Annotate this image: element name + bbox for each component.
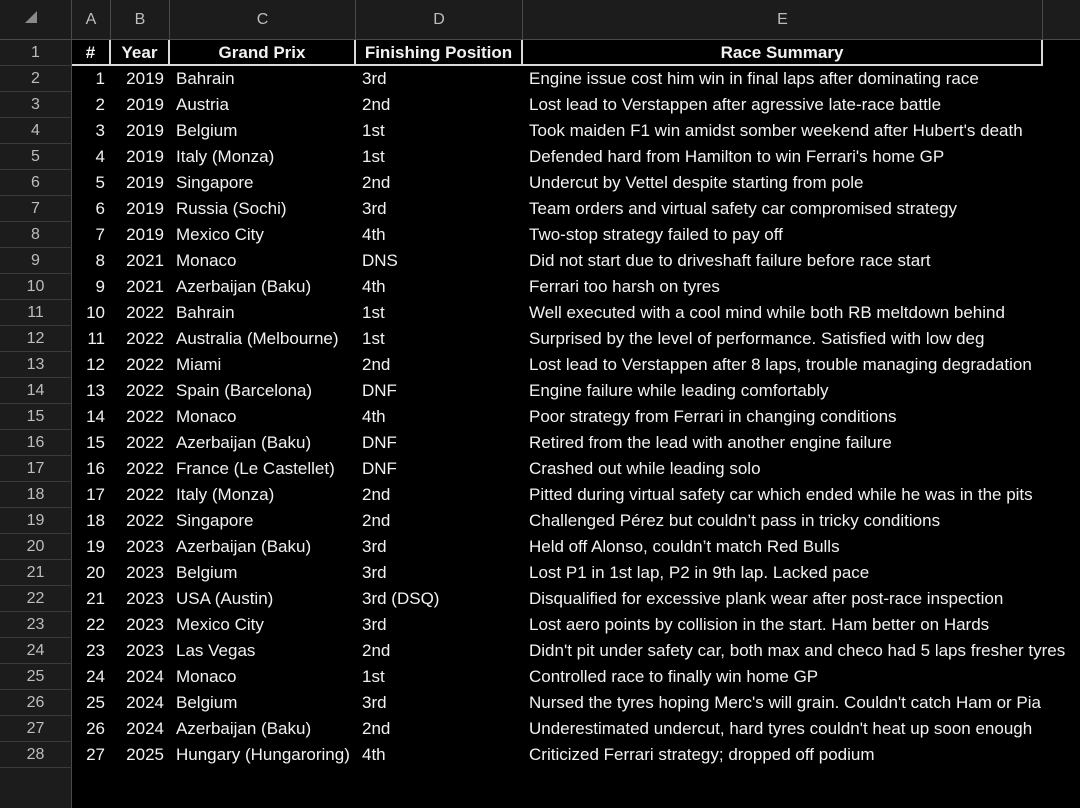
table-cell[interactable]: 15 [86, 433, 105, 452]
table-cell[interactable]: DNF [362, 459, 397, 478]
table-cell[interactable]: 2023 [126, 537, 164, 556]
table-cell[interactable]: DNF [362, 381, 397, 400]
table-cell[interactable]: 2019 [126, 147, 164, 166]
table-cell[interactable]: Azerbaijan (Baku) [176, 277, 312, 296]
table-cell[interactable]: Australia (Melbourne) [176, 329, 339, 348]
row-header-28[interactable]: 28 [0, 742, 72, 768]
row-header-14[interactable]: 14 [0, 378, 72, 404]
table-cell[interactable]: Engine failure while leading comfortably [529, 381, 829, 400]
table-cell[interactable]: 2024 [126, 719, 164, 738]
row-header-filler [0, 768, 72, 808]
table-cell[interactable]: 3rd [362, 693, 387, 712]
table-cell[interactable]: 2019 [126, 121, 164, 140]
row-header-19[interactable]: 19 [0, 508, 72, 534]
table-cell[interactable]: 2022 [126, 381, 164, 400]
row-header-5[interactable]: 5 [0, 144, 72, 170]
row-header-13[interactable]: 13 [0, 352, 72, 378]
table-cell[interactable]: Engine issue cost him win in final laps after dominating race [529, 69, 979, 88]
table-cell[interactable]: Controlled race to finally win home GP [529, 667, 819, 686]
table-cell[interactable]: 2nd [362, 173, 391, 192]
table-cell[interactable]: 1st [362, 147, 385, 166]
header-cell[interactable]: Year [111, 40, 170, 66]
column-header-filler [1043, 0, 1080, 40]
table-cell[interactable]: Bahrain [176, 303, 235, 322]
table-cell[interactable]: 27 [86, 745, 105, 764]
table-cell[interactable]: France (Le Castellet) [176, 459, 335, 478]
table-cell[interactable]: 1 [95, 69, 105, 88]
row-header-8[interactable]: 8 [0, 222, 72, 248]
table-cell[interactable]: 2019 [126, 173, 164, 192]
table-cell[interactable]: Las Vegas [176, 641, 256, 660]
table-cell[interactable]: 2022 [126, 459, 164, 478]
table-cell[interactable]: 9 [95, 277, 105, 296]
row-header-4[interactable]: 4 [0, 118, 72, 144]
row-header-1[interactable]: 1 [0, 40, 72, 66]
table-cell[interactable]: DNF [362, 433, 397, 452]
table-cell[interactable]: 10 [86, 303, 105, 322]
table-cell[interactable]: Azerbaijan (Baku) [176, 433, 312, 452]
table-cell[interactable]: USA (Austin) [176, 589, 274, 608]
table-cell[interactable]: 8 [95, 251, 105, 270]
table-cell[interactable]: 2022 [126, 407, 164, 426]
column-header-b[interactable]: B [111, 0, 170, 40]
table-cell[interactable]: Singapore [176, 173, 254, 192]
table-cell[interactable]: 11 [87, 329, 105, 348]
table-cell[interactable]: 2019 [126, 95, 164, 114]
column-header-e[interactable]: E [523, 0, 1043, 40]
table-cell[interactable]: Miami [176, 355, 222, 374]
table-cell[interactable]: Lost P1 in 1st lap, P2 in 9th lap. Lacked pace [529, 563, 870, 582]
table-cell[interactable]: 2022 [126, 511, 164, 530]
row-header-7[interactable]: 7 [0, 196, 72, 222]
table-cell[interactable]: 2021 [126, 251, 164, 270]
table-cell[interactable]: Monaco [176, 667, 237, 686]
table-cell[interactable]: Didn't pit under safety car, both max and checo had 5 laps fresher tyres [529, 641, 1066, 660]
row-header-17[interactable]: 17 [0, 456, 72, 482]
row-header-2[interactable]: 2 [0, 66, 72, 92]
table-cell[interactable]: 1st [362, 329, 385, 348]
table-cell[interactable]: 3rd [362, 615, 387, 634]
column-header-a[interactable]: A [72, 0, 111, 40]
table-cell[interactable]: 2nd [362, 95, 391, 114]
row-header-9[interactable]: 9 [0, 248, 72, 274]
table-cell[interactable]: Azerbaijan (Baku) [176, 719, 312, 738]
table-cell[interactable]: 4th [362, 277, 386, 296]
table-cell[interactable]: 13 [86, 381, 105, 400]
row-header-20[interactable]: 20 [0, 534, 72, 560]
table-cell[interactable]: Mexico City [176, 615, 264, 634]
table-cell[interactable]: 2022 [126, 485, 164, 504]
table-cell[interactable]: 2023 [126, 589, 164, 608]
table-cell[interactable]: Pitted during virtual safety car which ended while he was in the pits [529, 485, 1033, 504]
row-header-10[interactable]: 10 [0, 274, 72, 300]
table-cell[interactable]: 24 [86, 667, 105, 686]
table-cell[interactable]: 1st [362, 303, 385, 322]
header-cell[interactable]: Race Summary [523, 40, 1043, 66]
table-cell[interactable]: Disqualified for excessive plank wear after post-race inspection [529, 589, 1004, 608]
row-header-15[interactable]: 15 [0, 404, 72, 430]
table-cell[interactable]: Spain (Barcelona) [176, 381, 313, 400]
table-cell[interactable]: Nursed the tyres hoping Merc's will grain. Couldn't catch Ham or Pia [529, 693, 1041, 712]
header-cell[interactable]: Grand Prix [170, 40, 356, 66]
table-cell[interactable]: Italy (Monza) [176, 147, 275, 166]
table-cell[interactable]: Austria [176, 95, 229, 114]
table-cell[interactable]: Lost lead to Verstappen after agressive late-race battle [529, 95, 942, 114]
table-cell[interactable]: 2025 [126, 745, 164, 764]
table-cell[interactable]: Monaco [176, 251, 237, 270]
table-cell[interactable]: Challenged Pérez but couldn’t pass in tricky conditions [529, 511, 941, 530]
table-cell[interactable]: Mexico City [176, 225, 264, 244]
row-header-22[interactable]: 22 [0, 586, 72, 612]
row-header-23[interactable]: 23 [0, 612, 72, 638]
row-header-11[interactable]: 11 [0, 300, 72, 326]
table-cell[interactable]: 5 [95, 173, 105, 192]
table-cell[interactable]: 2022 [126, 355, 164, 374]
row-header-3[interactable]: 3 [0, 92, 72, 118]
row-header-25[interactable]: 25 [0, 664, 72, 690]
row-header-18[interactable]: 18 [0, 482, 72, 508]
table-cell[interactable]: Singapore [176, 511, 254, 530]
table-cell[interactable]: 3rd [362, 563, 387, 582]
table-cell[interactable]: 2nd [362, 511, 391, 530]
table-cell[interactable]: Retired from the lead with another engine failure [529, 433, 892, 452]
table-cell[interactable]: 4th [362, 745, 386, 764]
table-cell[interactable]: 4th [362, 225, 386, 244]
table-cell[interactable]: 2nd [362, 485, 391, 504]
table-cell[interactable]: Lost aero points by collision in the start. Ham better on Hards [529, 615, 990, 634]
row-header-26[interactable]: 26 [0, 690, 72, 716]
column-header-d[interactable]: D [356, 0, 523, 40]
table-cell[interactable]: 4th [362, 407, 386, 426]
table-cell[interactable]: Underestimated undercut, hard tyres couldn't heat up soon enough [529, 719, 1033, 738]
table-cell[interactable]: Belgium [176, 693, 238, 712]
table-cell[interactable]: 2024 [126, 667, 164, 686]
table-cell[interactable]: 19 [86, 537, 105, 556]
header-cell[interactable]: Finishing Position [356, 40, 523, 66]
table-cell[interactable]: 3rd [362, 199, 387, 218]
table-cell[interactable]: 2019 [126, 69, 164, 88]
table-cell[interactable]: Undercut by Vettel despite starting from pole [529, 173, 864, 192]
table-cell[interactable]: 22 [86, 615, 105, 634]
table-cell[interactable]: Surprised by the level of performance. Satisfied with low deg [529, 329, 985, 348]
table-cell[interactable]: Team orders and virtual safety car compromised strategy [529, 199, 958, 218]
table-cell[interactable]: Defended hard from Hamilton to win Ferrari's home GP [529, 147, 945, 166]
select-all-corner[interactable] [0, 0, 72, 40]
table-cell[interactable]: 6 [95, 199, 105, 218]
table-cell[interactable]: 7 [95, 225, 105, 244]
table-cell[interactable]: Bahrain [176, 69, 235, 88]
table-cell[interactable]: Belgium [176, 121, 238, 140]
table-cell[interactable]: 2019 [126, 225, 164, 244]
table-cell[interactable]: 2023 [126, 641, 164, 660]
row-header-27[interactable]: 27 [0, 716, 72, 742]
table-cell[interactable]: Hungary (Hungaroring) [176, 745, 350, 764]
row-header-24[interactable]: 24 [0, 638, 72, 664]
table-cell[interactable]: Well executed with a cool mind while both RB meltdown behind [529, 303, 1005, 322]
table-cell[interactable]: Two-stop strategy failed to pay off [529, 225, 783, 244]
table-cell[interactable]: 2 [95, 95, 105, 114]
table-cell[interactable]: 2022 [126, 303, 164, 322]
table-cell[interactable]: 2019 [126, 199, 164, 218]
table-cell[interactable]: Russia (Sochi) [176, 199, 287, 218]
table-cell[interactable]: Poor strategy from Ferrari in changing conditions [529, 407, 897, 426]
table-cell[interactable]: 2022 [126, 329, 164, 348]
column-header-c[interactable]: C [170, 0, 356, 40]
table-cell[interactable]: 26 [86, 719, 105, 738]
row-header-12[interactable]: 12 [0, 326, 72, 352]
row-header-6[interactable]: 6 [0, 170, 72, 196]
table-cell[interactable]: 3rd (DSQ) [362, 589, 440, 608]
table-cell[interactable]: Belgium [176, 563, 238, 582]
table-cell[interactable]: Held off Alonso, couldn’t match Red Bulls [529, 537, 840, 556]
table-cell[interactable]: 2021 [126, 277, 164, 296]
table-cell[interactable]: 2nd [362, 719, 391, 738]
table-cell[interactable]: 2023 [126, 563, 164, 582]
table-cell[interactable]: 20 [86, 563, 105, 582]
table-cell[interactable]: 12 [86, 355, 105, 374]
table-cell[interactable]: 17 [86, 485, 105, 504]
table-cell[interactable]: Italy (Monza) [176, 485, 275, 504]
row-header-16[interactable]: 16 [0, 430, 72, 456]
table-cell[interactable]: 25 [86, 693, 105, 712]
table-cell[interactable]: Took maiden F1 win amidst somber weekend after Hubert's death [529, 121, 1023, 140]
table-cell[interactable]: 4 [95, 147, 105, 166]
table-cell[interactable]: 3rd [362, 69, 387, 88]
table-cell[interactable]: Did not start due to driveshaft failure before race start [529, 251, 931, 270]
table-cell[interactable]: Monaco [176, 407, 237, 426]
table-cell[interactable]: 2022 [126, 433, 164, 452]
table-cell[interactable]: 3rd [362, 537, 387, 556]
table-cell[interactable]: Ferrari too harsh on tyres [529, 277, 720, 296]
table-cell[interactable]: Lost lead to Verstappen after 8 laps, trouble managing degradation [529, 355, 1032, 374]
table-cell[interactable]: DNS [362, 251, 398, 270]
table-cell[interactable]: 1st [362, 667, 385, 686]
table-cell[interactable]: Crashed out while leading solo [529, 459, 761, 478]
table-cell[interactable]: 2023 [126, 615, 164, 634]
table-cell[interactable]: 2nd [362, 355, 391, 374]
table-cell[interactable]: 2024 [126, 693, 164, 712]
header-cell[interactable]: # [72, 40, 111, 66]
table-cell[interactable]: 18 [86, 511, 105, 530]
table-cell[interactable]: 16 [86, 459, 105, 478]
table-cell[interactable]: 2nd [362, 641, 391, 660]
table-cell[interactable]: 3 [95, 121, 105, 140]
table-cell[interactable]: Criticized Ferrari strategy; dropped off podium [529, 745, 875, 764]
select-all-icon [25, 11, 37, 23]
table-cell[interactable]: 14 [86, 407, 105, 426]
table-cell[interactable]: 21 [86, 589, 105, 608]
table-cell[interactable]: 23 [86, 641, 105, 660]
row-header-21[interactable]: 21 [0, 560, 72, 586]
table-cell[interactable]: 1st [362, 121, 385, 140]
table-cell[interactable]: Azerbaijan (Baku) [176, 537, 312, 556]
